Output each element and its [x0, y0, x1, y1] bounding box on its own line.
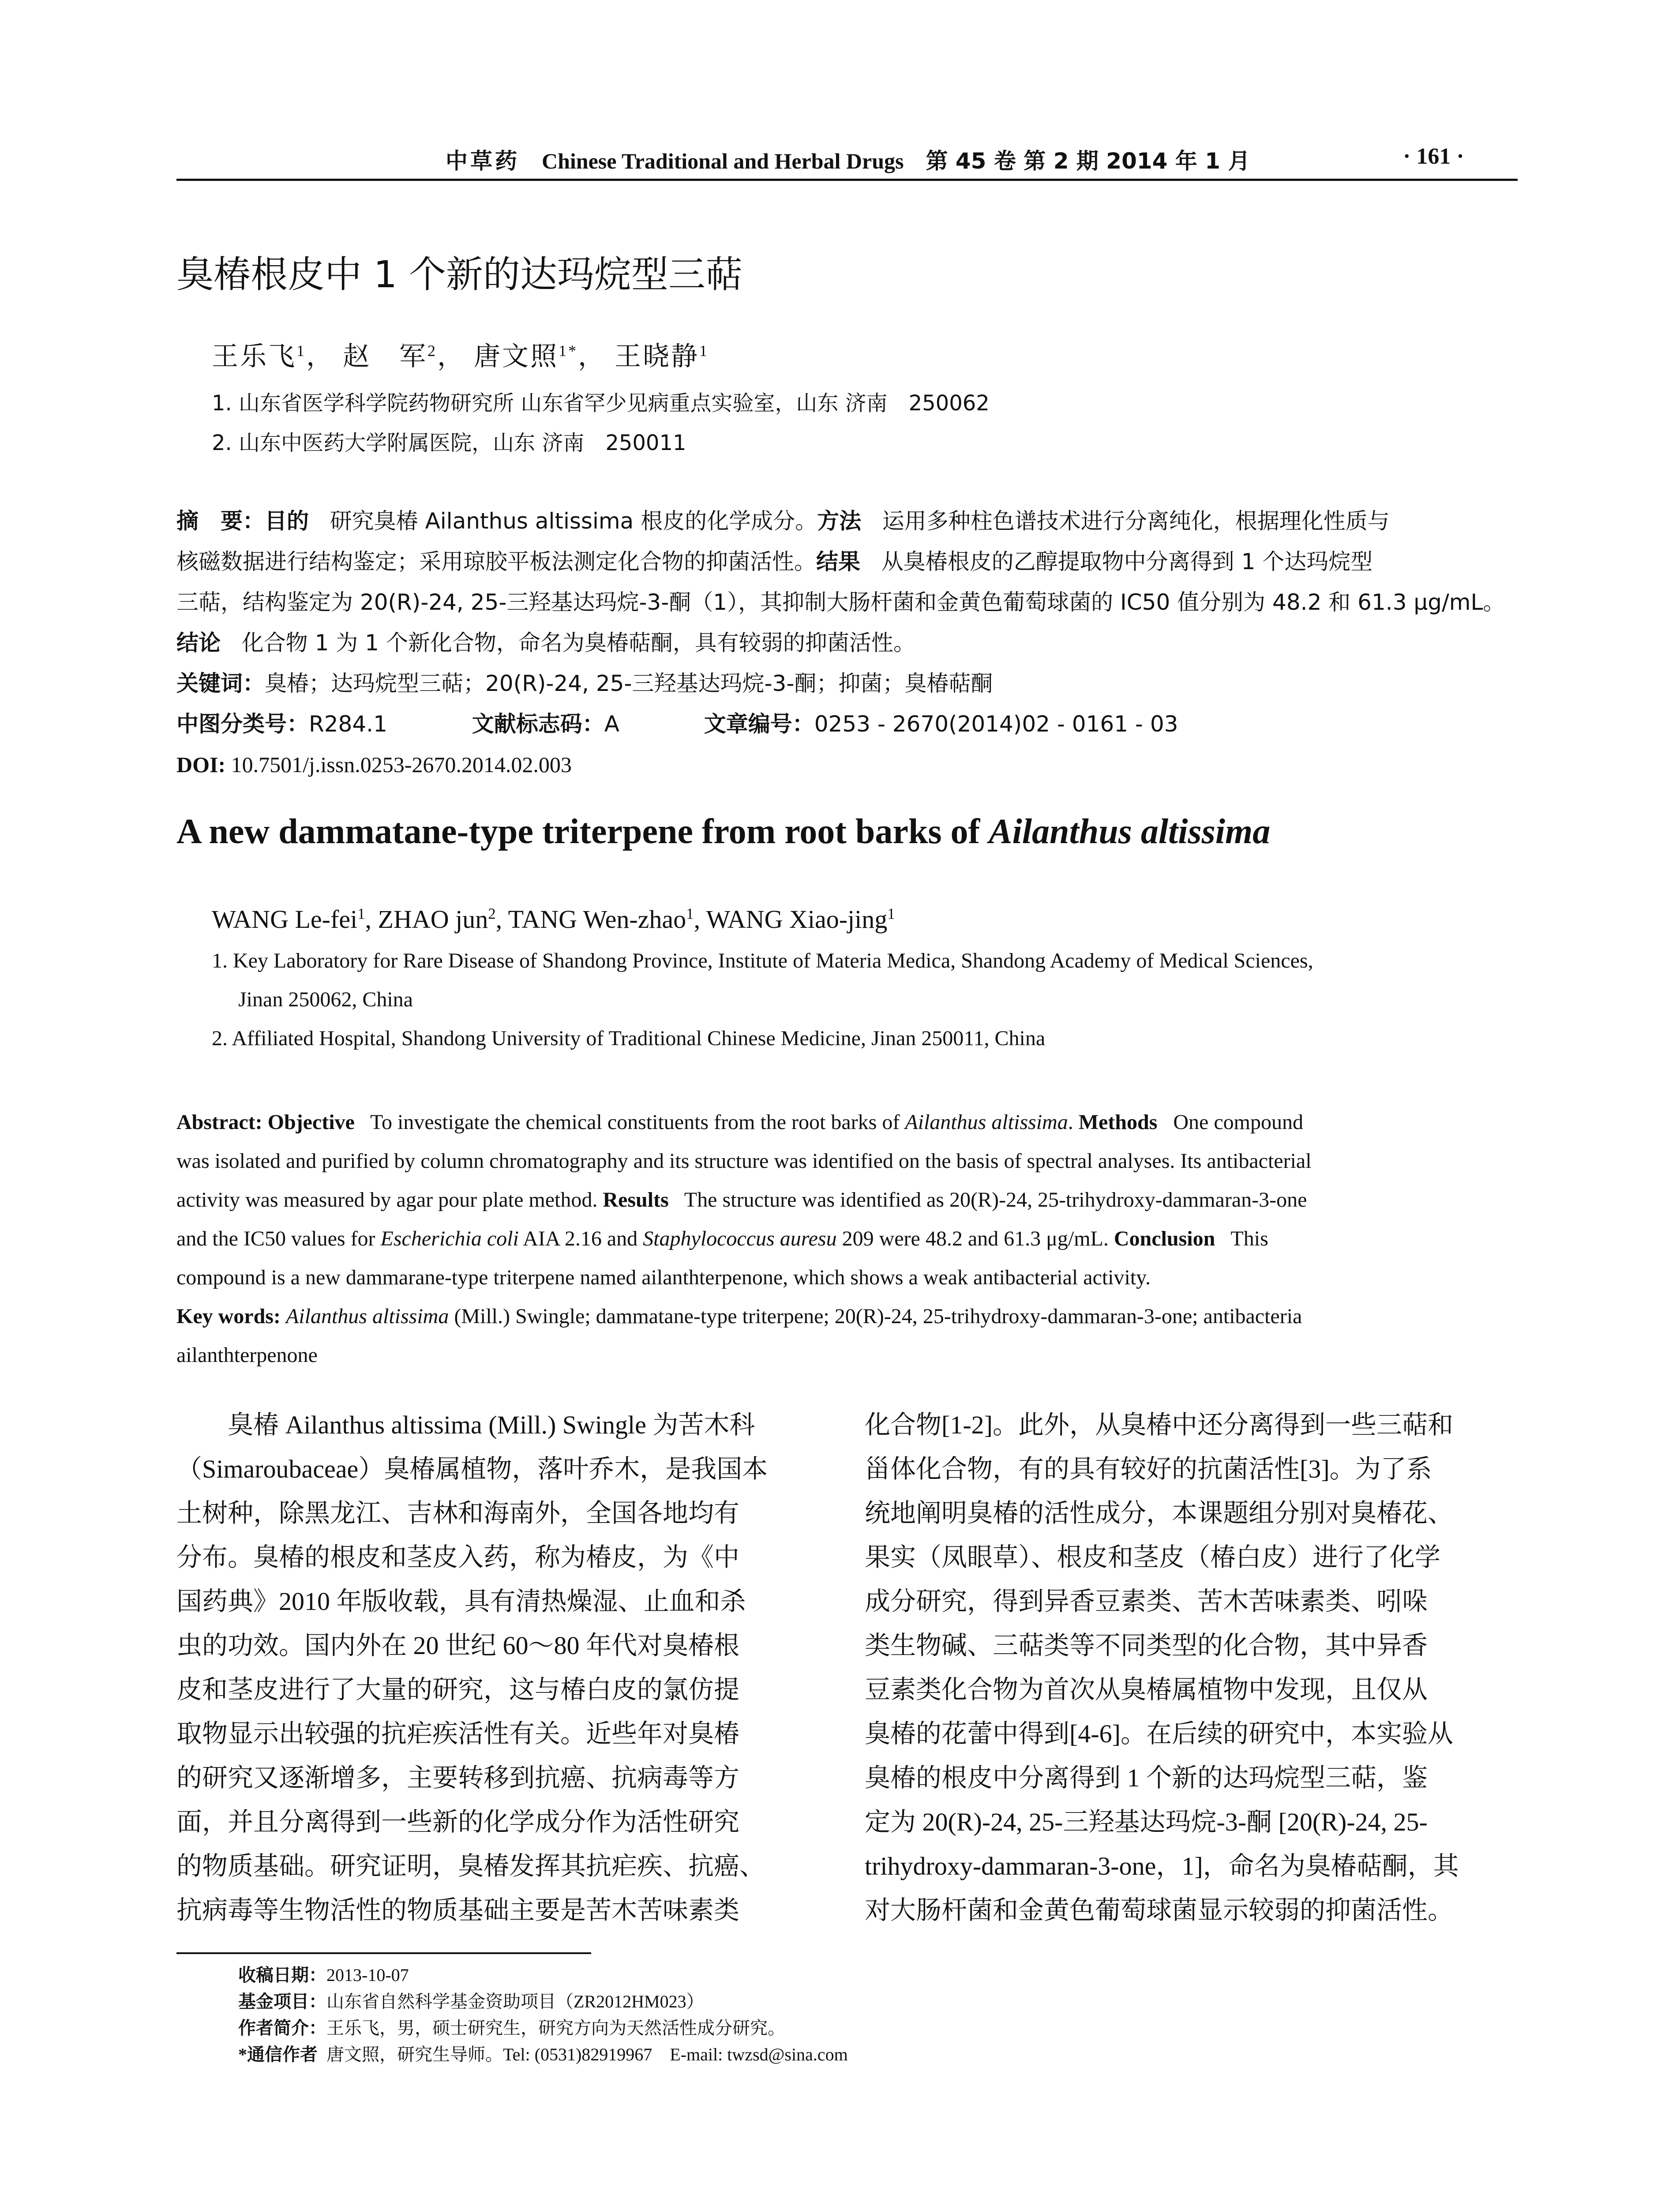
keywords-en-cont: ailanthterpenone — [176, 1343, 318, 1367]
body-column-left — [176, 1403, 816, 1932]
abstract-en-line — [176, 1219, 1518, 1258]
body-line: 臭椿的根皮中分离得到 1 个新的达玛烷型三萜，鉴 — [865, 1763, 1428, 1792]
author-zh-3: 唐文照 — [474, 342, 559, 371]
footnote-text: 唐文照，研究生导师。Tel: (0531)82919967 E-mail: twzsd@sina.com — [326, 2045, 848, 2064]
body-line: （Simaroubaceae）臭椿属植物，落叶乔木，是我国本 — [176, 1455, 768, 1483]
results-zh-text-2: 三萜，结构鉴定为 20(R)-24, 25-三羟基达玛烷-3-酮（1），其抑制大肠杆菌和金黄色葡萄球菌的 IC50 值分别为 48.2 和 61.3 μg/mL。 — [176, 589, 1505, 615]
methods-zh-text-1: 运用多种柱色谱技术进行分离纯化，根据理化性质与 — [882, 508, 1390, 534]
footnote-corresponding — [238, 2041, 848, 2066]
objective-zh-label: 目的 — [265, 508, 309, 534]
clc-label: 中图分类号： — [176, 711, 309, 737]
body-line: 皮和茎皮进行了大量的研究，这与椿白皮的氯仿提 — [176, 1675, 740, 1704]
journal-name-cn: 中草药 — [446, 148, 520, 174]
abstract-zh-line — [176, 541, 1518, 582]
conclusion-zh-text: 化合物 1 为 1 个新化合物，命名为臭椿萜酮，具有较弱的抑菌活性。 — [241, 630, 915, 656]
body-line: 臭椿的花蕾中得到[4-6]。在后续的研究中，本实验从 — [865, 1719, 1453, 1748]
footnote-fund — [238, 1988, 704, 2013]
abstract-en-text: . — [1068, 1111, 1079, 1134]
footnote-text: 王乐飞，男，硕士研究生，研究方向为天然活性成分研究。 — [326, 2018, 785, 2038]
keywords-zh-label: 关键词： — [176, 671, 265, 696]
footnote-rule — [176, 1952, 591, 1954]
body-line: 取物显示出较强的抗疟疾活性有关。近些年对臭椿 — [176, 1719, 740, 1748]
footnote-label: 基金项目： — [238, 1992, 326, 2011]
footnote-label: *通信作者 — [238, 2045, 318, 2064]
abstract-en-line — [176, 1181, 1518, 1219]
conclusion-zh-label: 结论 — [176, 630, 221, 656]
author-en-1-sup: 1 — [357, 905, 365, 923]
body-line: 对大肠杆菌和金黄色葡萄球菌显示较弱的抑菌活性。 — [865, 1896, 1454, 1925]
abstract-zh-line — [176, 501, 1518, 541]
affiliation-en-2: 2. Affiliated Hospital, Shandong University of Traditional Chinese Medicine, Jinan 250011, China — [212, 1027, 1046, 1050]
author-en-2-sup: 2 — [488, 905, 496, 923]
body-line: 甾体化合物，有的具有较好的抗菌活性[3]。为了系 — [865, 1455, 1432, 1483]
body-line: 的研究又逐渐增多，主要转移到抗癌、抗病毒等方 — [176, 1763, 740, 1792]
footnote-label: 收稿日期： — [238, 1965, 326, 1985]
author-en-4-sup: 1 — [887, 905, 895, 923]
footnote-text: 山东省自然科学基金资助项目（ZR2012HM023） — [326, 1992, 704, 2011]
abstract-en-text: This — [1230, 1227, 1268, 1250]
author-zh-1-sup: 1 — [296, 342, 306, 360]
doi-label: DOI: — [176, 752, 226, 777]
body-line: 定为 20(R)-24, 25-三羟基达玛烷-3-酮 [20(R)-24, 25- — [865, 1808, 1428, 1836]
author-en-1: WANG Le-fei — [212, 905, 358, 934]
author-zh-2: 赵 军 — [343, 342, 428, 371]
body-line: trihydroxy-dammaran-3-one，1]，命名为臭椿萜酮，其 — [865, 1852, 1459, 1880]
abstract-zh-label: 摘 要： — [176, 508, 265, 534]
methods-zh-label: 方法 — [817, 508, 862, 534]
results-zh-text-1: 从臭椿根皮的乙醇提取物中分离得到 1 个达玛烷型 — [881, 549, 1373, 574]
keywords-en — [176, 1297, 1518, 1336]
title-zh: 臭椿根皮中 1 个新的达玛烷型三萜 — [176, 253, 742, 296]
body-line: 虫的功效。国内外在 20 世纪 60～80 年代对臭椿根 — [176, 1631, 740, 1660]
keywords-en-label: Key words: — [176, 1305, 281, 1328]
title-en-main: A new dammatane-type triterpene from root barks of — [176, 812, 989, 851]
abstract-en-text: and the IC50 values for — [176, 1227, 381, 1250]
doi-link[interactable]: 10.7501/j.issn.0253-2670.2014.02.003 — [231, 752, 572, 777]
author-zh-1: 王乐飞 — [212, 342, 296, 371]
methods-zh-text-2: 核磁数据进行结构鉴定；采用琼胶平板法测定化合物的抑菌活性。 — [176, 549, 816, 574]
author-zh-4: 王晓静 — [615, 342, 699, 371]
running-header — [446, 143, 1250, 175]
results-zh-label: 结果 — [816, 549, 860, 574]
page-number: · 161 · — [1403, 144, 1464, 169]
abstract-en-line: was isolated and purified by column chromatography and its structure was identified on the basis of spectral analyses. Its antibacterial — [176, 1149, 1312, 1173]
issue-info: 第 45 卷 第 2 期 2014 年 1 月 — [926, 148, 1250, 174]
body-line: 统地阐明臭椿的活性成分，本课题组分别对臭椿花、 — [865, 1499, 1454, 1527]
doi-line — [176, 744, 1518, 785]
results-en-label: Results — [603, 1188, 669, 1212]
body-line: 类生物碱、三萜类等不同类型的化合物，其中异香 — [865, 1631, 1428, 1660]
conclusion-en-label: Conclusion — [1114, 1227, 1215, 1250]
keywords-zh-text: 臭椿；达玛烷型三萜；20(R)-24, 25-三羟基达玛烷-3-酮；抑菌；臭椿萜酮 — [265, 671, 993, 696]
doc-code-label: 文献标志码： — [472, 711, 604, 737]
body-line: 豆素类化合物为首次从臭椿属植物中发现，且仅从 — [865, 1675, 1428, 1704]
footnote-text: 2013-10-07 — [326, 1965, 409, 1985]
body-line: 臭椿 Ailanthus altissima (Mill.) Swingle 为苦木科 — [176, 1411, 755, 1439]
body-line: 国药典》2010 年版收载，具有清热燥湿、止血和杀 — [176, 1587, 746, 1616]
author-zh-2-sup: 2 — [428, 342, 437, 360]
abstract-zh-line — [176, 623, 1518, 663]
body-line: 化合物[1-2]。此外，从臭椿中还分离得到一些三萜和 — [865, 1411, 1453, 1439]
author-zh-4-sup: 1 — [699, 342, 709, 360]
affiliation-en-1-cont: Jinan 250062, China — [238, 988, 413, 1011]
methods-en-label: Methods — [1078, 1111, 1158, 1134]
footnote-author — [238, 2014, 785, 2039]
body-line: 抗病毒等生物活性的物质基础主要是苦木苦味素类 — [176, 1896, 740, 1925]
article-no-value: 0253 - 2670(2014)02 - 0161 - 03 — [814, 711, 1178, 737]
header-rule — [176, 179, 1518, 181]
authors-zh: 王乐飞$^1$， 赵 军$^2$， 唐文照$^{1*}$， 王晓静$^1$ — [212, 342, 709, 371]
abstract-en-line: compound is a new dammarane-type triterpene named ailanthterpenone, which shows a weak antibacterial activity. — [176, 1266, 1151, 1289]
article-no-label: 文章编号： — [704, 711, 814, 737]
body-line: 面，并且分离得到一些新的化学成分作为活性研究 — [176, 1808, 740, 1836]
body-line: 果实（凤眼草）、根皮和茎皮（椿白皮）进行了化学 — [865, 1543, 1441, 1572]
title-en — [176, 812, 1270, 852]
author-en-4: WANG Xiao-jing — [706, 905, 888, 934]
keywords-en-species: Ailanthus altissima — [285, 1305, 449, 1328]
title-en-species: Ailanthus altissima — [989, 812, 1271, 851]
abstract-en-line — [176, 1103, 1518, 1142]
author-en-2: ZHAO jun — [378, 905, 488, 934]
abstract-en-species: Staphylococcus auresu — [643, 1227, 837, 1250]
authors-en: WANG Le-fei$^1$, ZHAO jun$^2$, TANG Wen-zhao$^1$, WANG Xiao-jing$^1$ — [212, 905, 895, 934]
affiliation-en-1: 1. Key Laboratory for Rare Disease of Shandong Province, Institute of Materia Medica, Shandong Academy of Medical Sciences, — [212, 949, 1313, 972]
author-zh-3-sup: 1* — [559, 342, 578, 360]
author-en-3: TANG Wen-zhao — [508, 905, 686, 934]
footnote-received — [238, 1961, 409, 1986]
body-line: 分布。臭椿的根皮和茎皮入药，称为椿皮，为《中 — [176, 1543, 740, 1572]
author-en-3-sup: 1 — [686, 905, 694, 923]
affiliation-zh-2: 2. 山东中医药大学附属医院，山东 济南 250011 — [212, 431, 686, 455]
affiliation-zh-1: 1. 山东省医学科学院药物研究所 山东省罕少见病重点实验室，山东 济南 250062 — [212, 391, 990, 416]
abstract-en-text: One compound — [1173, 1111, 1303, 1134]
classification-line — [176, 704, 1518, 744]
doc-code-value: A — [604, 711, 619, 737]
abstract-en-text: AIA 2.16 and — [518, 1227, 643, 1250]
objective-zh-text: 研究臭椿 Ailanthus altissima 根皮的化学成分。 — [330, 508, 818, 534]
keywords-en-text: (Mill.) Swingle; dammatane-type triterpene; 20(R)-24, 25-trihydroxy-dammaran-3-one; antibacteria — [449, 1305, 1302, 1328]
abstract-en-species: Ailanthus altissima — [905, 1111, 1068, 1134]
body-line: 成分研究，得到异香豆素类、苦木苦味素类、吲哚 — [865, 1587, 1428, 1616]
clc-value: R284.1 — [309, 711, 387, 737]
abstract-en-text: activity was measured by agar pour plate method. — [176, 1188, 603, 1212]
abstract-zh-line — [176, 582, 1518, 623]
keywords-zh — [176, 663, 1518, 704]
body-line: 的物质基础。研究证明，臭椿发挥其抗疟疾、抗癌、 — [176, 1852, 765, 1880]
abstract-en-species: Escherichia coli — [380, 1227, 519, 1250]
footnote-label: 作者简介： — [238, 2018, 326, 2038]
abstract-en-text: 209 were 48.2 and 61.3 μg/mL. — [836, 1227, 1114, 1250]
journal-name-en: Chinese Traditional and Herbal Drugs — [542, 149, 904, 173]
abstract-en-text: To investigate the chemical constituents from the root barks of — [370, 1111, 905, 1134]
body-line: 土树种，除黑龙江、吉林和海南外，全国各地均有 — [176, 1499, 740, 1527]
abstract-en-text: The structure was identified as 20(R)-24, 25-trihydroxy-dammaran-3-one — [684, 1188, 1307, 1212]
body-column-right — [865, 1403, 1518, 1932]
abstract-en-label: Abstract: Objective — [176, 1111, 355, 1134]
